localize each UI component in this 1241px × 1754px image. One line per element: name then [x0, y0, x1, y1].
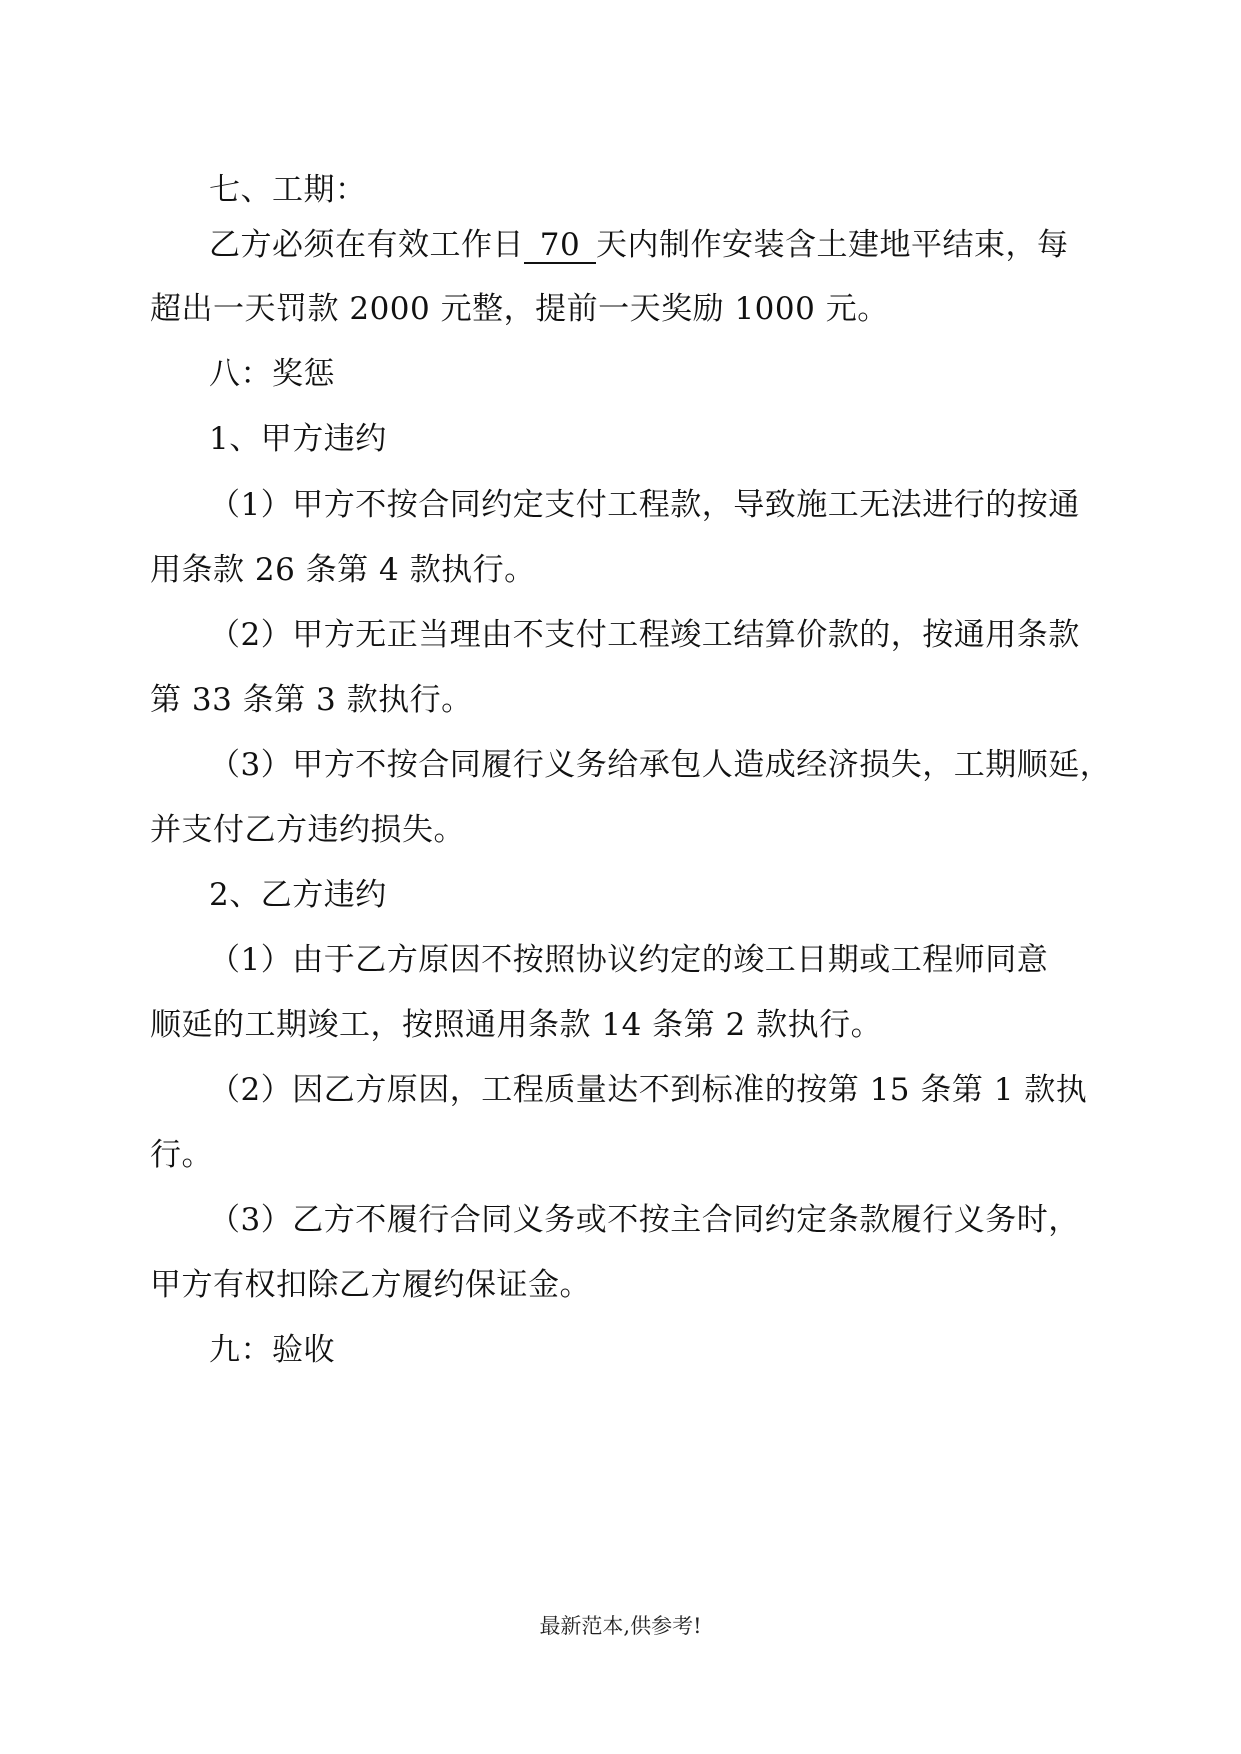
subheading-party-b-breach: 2、乙方违约	[209, 877, 387, 913]
paragraph-schedule-line-1	[209, 225, 1069, 265]
page-footer: 最新范本,供参考!	[539, 1614, 702, 1638]
party-a-item-1-line-1: （1）甲方不按合同约定支付工程款，导致施工无法进行的按通	[209, 487, 1080, 523]
party-a-item-3-line-2: 并支付乙方违约损失。	[150, 812, 465, 848]
section-heading-schedule: 七、工期：	[209, 172, 367, 208]
party-a-item-2-line-2: 第 33 条第 3 款执行。	[150, 682, 473, 718]
section-heading-acceptance: 九：验收	[209, 1332, 335, 1368]
party-a-item-3-line-1: （3）甲方不按合同履行义务给承包人造成经济损失，工期顺延，	[209, 747, 1112, 783]
party-b-item-1-line-1: （1）由于乙方原因不按照协议约定的竣工日期或工程师同意	[209, 942, 1049, 978]
party-b-item-3-line-2: 甲方有权扣除乙方履约保证金。	[150, 1267, 591, 1303]
party-a-item-2-line-1: （2）甲方无正当理由不支付工程竣工结算价款的，按通用条款	[209, 617, 1080, 653]
party-b-item-2-line-1: （2）因乙方原因，工程质量达不到标准的按第 15 条第 1 款执	[209, 1072, 1088, 1108]
working-days-blank: 70	[524, 228, 596, 264]
section-heading-rewards-penalties: 八：奖惩	[209, 356, 335, 392]
schedule-text-before: 乙方必须在有效工作日	[209, 227, 524, 263]
party-a-item-1-line-2: 用条款 26 条第 4 款执行。	[150, 552, 536, 588]
subheading-party-a-breach: 1、甲方违约	[209, 421, 387, 457]
paragraph-schedule-line-2: 超出一天罚款 2000 元整，提前一天奖励 1000 元。	[150, 291, 889, 327]
party-b-item-3-line-1: （3）乙方不履行合同义务或不按主合同约定条款履行义务时，	[209, 1202, 1080, 1238]
party-b-item-2-line-2: 行。	[150, 1137, 213, 1173]
party-b-item-1-line-2: 顺延的工期竣工，按照通用条款 14 条第 2 款执行。	[150, 1007, 883, 1043]
schedule-text-after: 天内制作安装含土建地平结束，每	[596, 227, 1069, 263]
